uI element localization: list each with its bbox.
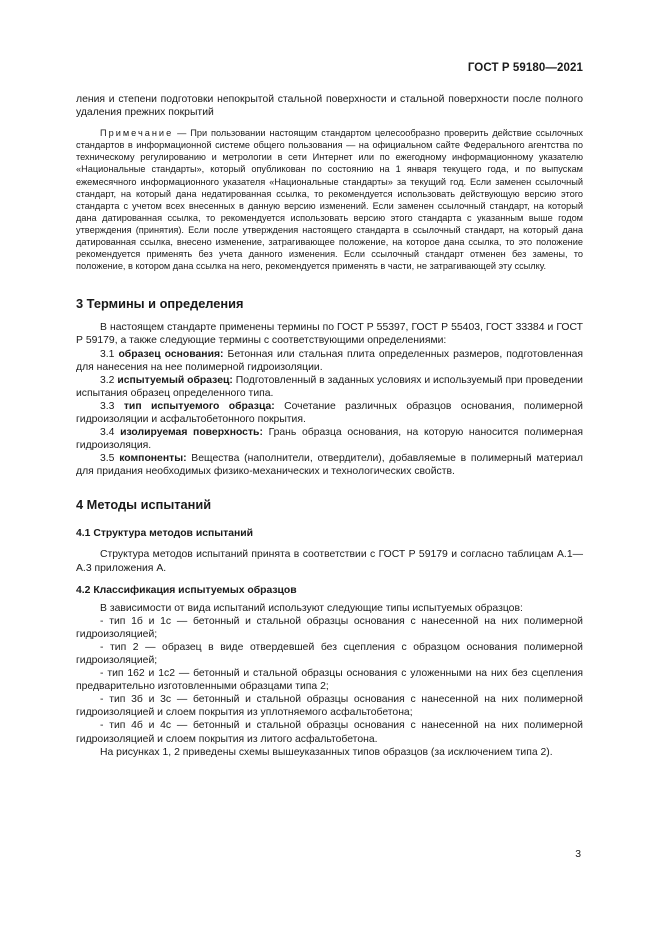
subsection-4-2-intro: В зависимости от вида испытаний используют следующие типы испытуемых образцов:	[100, 602, 523, 614]
section-4-title: 4 Методы испытаний	[76, 497, 212, 513]
subsection-4-1-title: 4.1 Структура методов испытаний	[76, 528, 254, 540]
term-number: 3.3	[100, 400, 124, 412]
list-item: - тип 3б и 3с — бетонный и стальной образцы основания с нанесенной на них полимерной гидроизоляцией и слоем покрытия из уплотняемого асфальтобетона;	[76, 694, 583, 719]
note-paragraph	[76, 127, 583, 272]
term-number: 3.4	[100, 427, 121, 439]
term-name: образец основания:	[118, 348, 224, 360]
term-definition	[76, 426, 583, 452]
closing-paragraph: На рисунках 1, 2 приведены схемы вышеуказанных типов образцов (за исключением типа 2).	[100, 746, 553, 758]
list-item: - тип 4б и 4с — бетонный и стальной образцы основания с нанесенной на них полимерной гидроизоляцией и слоем покрытия из литого асфальтобетона.	[76, 720, 583, 745]
page-content	[76, 93, 583, 759]
list-item: - тип 2 — образец в виде отвердевшей без сцепления с образцом основания полимерной гидроизоляцией;	[76, 641, 583, 666]
term-text: Подготовленный в заданных условиях и используемый при проведении испытания образец определенного типа.	[76, 374, 583, 399]
term-name: изолируемая поверхность:	[120, 427, 263, 439]
term-text: Сочетание различных образцов основания, полимерной гидроизоляции и асфальтобетонного покрытия.	[76, 400, 583, 425]
term-text: Грань образца основания, на которую наносится полимерная гидроизоляция.	[76, 427, 583, 452]
term-text: Вещества (наполнители, отвердители), добавляемые в полимерный материал для придания необходимых физико-механических и технологических свойств.	[76, 453, 583, 478]
list-item: - тип 162 и 1с2 — бетонный и стальной образцы основания с уложенными на них без сцепления предварительно изготовленными образцами типа 2;	[76, 668, 583, 693]
section-3-intro: В настоящем стандарте применены термины по ГОСТ Р 55397, ГОСТ Р 55403, ГОСТ 33384 и ГОСТ Р 59179, а также следующие термины с соответствующими определениями:	[76, 322, 583, 347]
document-header: ГОСТ Р 59180—2021	[467, 62, 583, 74]
term-number: 3.2	[100, 374, 118, 386]
term-name: тип испытуемого образца:	[123, 400, 275, 412]
term-text: Бетонная или стальная плита определенных размеров, подготовленная для нанесения на нее полимерной гидроизоляции.	[76, 348, 583, 373]
term-definition	[76, 348, 583, 374]
subsection-4-2-title: 4.2 Классификация испытуемых образцов	[76, 584, 297, 596]
term-definition	[76, 400, 583, 426]
term-number: 3.1	[100, 348, 119, 360]
note-label: Примечание	[100, 128, 174, 139]
term-number: 3.5	[100, 453, 120, 465]
page-number: 3	[575, 849, 581, 860]
note-text: — При пользовании настоящим стандартом целесообразно проверить действие ссылочных стандартов в информационной системе общего пользования — на официальном сайте Федерального агентства по техническому регулированию и метрологии в сети Интернет или по ежегодному информационному указателю «Национальные стандарты», который опубликован по состоянию на 1 января текущего года, и по выпускам ежемесячного информационного указателя «Национальные стандарты» за текущий год. Если заменен ссылочный стандарт, на который дана недатированная ссылка, то рекомендуется использовать действующую версию этого стандарта с учетом всех внесенных в данную версию изменений. Если заменен ссылочный стандарт, на который дана датированная ссылка, то рекомендуется использовать версию этого стандарта с указанным выше годом утверждения (принятия). Если после утверждения настоящего стандарта в ссылочный стандарт, на который дана датированная ссылка, внесено изменение, затрагивающее положение, на которое дана ссылка, то это положение рекомендуется применять без учета данного изменения. Если ссылочный стандарт отменен без замены, то положение, в котором дана ссылка на него, рекомендуется применять в части, не затрагивающей эту ссылку.	[76, 128, 583, 272]
subsection-4-1-text: Структура методов испытаний принята в соответствии с ГОСТ Р 59179 и согласно таблицам А.1—А.3 приложения А.	[76, 549, 583, 574]
continued-paragraph: ления и степени подготовки непокрытой стальной поверхности и стальной поверхности после полного удаления прежних покрытий	[76, 94, 583, 119]
term-name: компоненты:	[119, 453, 187, 465]
section-3-title: 3 Термины и определения	[76, 296, 244, 312]
term-name: испытуемый образец:	[117, 374, 233, 386]
list-item: - тип 1б и 1с — бетонный и стальной образцы основания с нанесенной на них полимерной гидроизоляцией;	[76, 615, 583, 640]
term-definition	[76, 452, 583, 478]
term-definition	[76, 374, 583, 400]
